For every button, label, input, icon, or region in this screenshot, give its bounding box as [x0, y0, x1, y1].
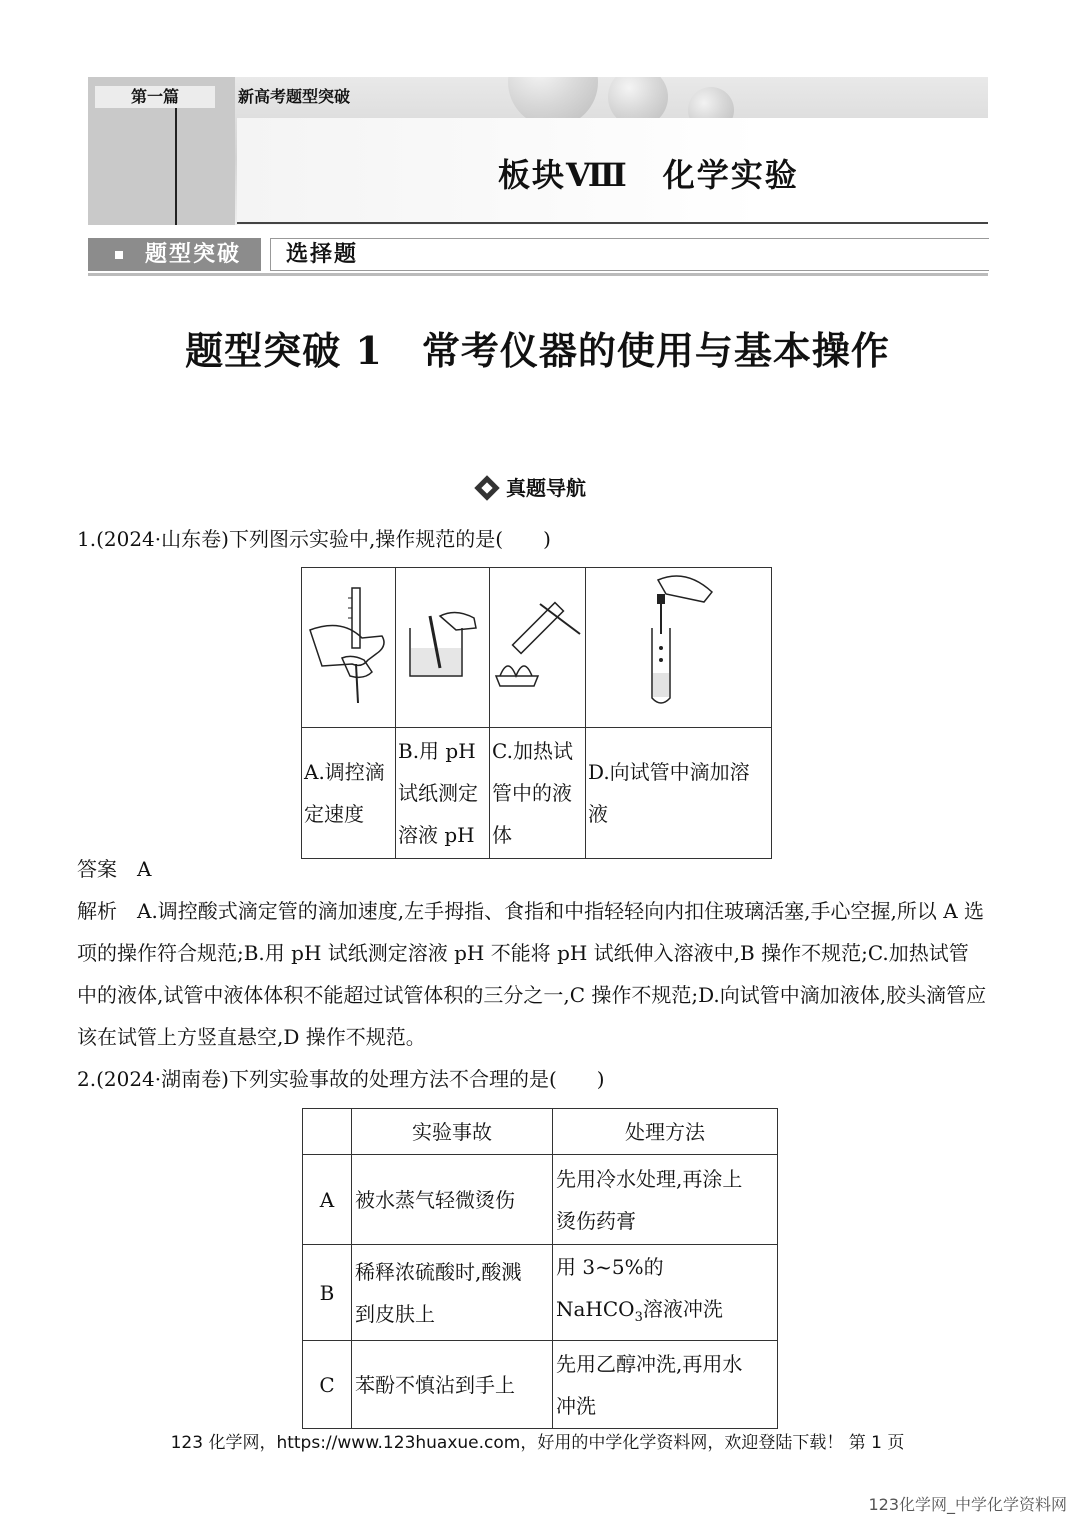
section-type-label: 选择题	[286, 242, 359, 267]
accident-cell: 稀释浓硫酸时,酸溅 到皮肤上	[352, 1245, 553, 1341]
burette-hand-icon	[302, 568, 395, 722]
banner-divider	[175, 108, 177, 225]
ph-paper-figure	[396, 568, 490, 728]
section-rule	[88, 273, 988, 276]
table-row	[303, 1341, 778, 1429]
option-a-caption: A.调控滴 定速度	[302, 728, 396, 859]
row-key: C	[303, 1341, 352, 1429]
section-strip-right	[270, 238, 989, 271]
block-title: 板块Ⅷ 化学实验	[498, 156, 799, 194]
question-1-answer: 答案 A	[77, 857, 152, 881]
section-label: 题型突破	[145, 242, 242, 267]
row-key: B	[303, 1245, 352, 1341]
table-header-cell: 实验事故	[352, 1109, 553, 1155]
beaker-ph-icon	[396, 568, 489, 722]
question-1-figure-table	[301, 567, 772, 859]
accident-cell: 被水蒸气轻微烫伤	[352, 1155, 553, 1245]
table-header-cell	[303, 1109, 352, 1155]
dropper-tube-icon	[586, 568, 771, 722]
option-b-caption: B.用 pH 试纸测定 溶液 pH	[396, 728, 490, 859]
question-2-table	[302, 1108, 778, 1429]
part-label: 第一篇	[95, 86, 215, 108]
watermark: 123化学网_中学化学资料网	[868, 1495, 1067, 1514]
row-key: A	[303, 1155, 352, 1245]
question-2-stem: 2.(2024·湖南卷)下列实验事故的处理方法不合理的是( )	[77, 1067, 605, 1091]
method-cell: 先用乙醇冲洗,再用水 冲洗	[553, 1341, 778, 1429]
method-cell: 先用冷水处理,再涂上 烫伤药膏	[553, 1155, 778, 1245]
nav-heading-label: 真题导航	[506, 476, 586, 500]
dropper-figure	[586, 568, 772, 728]
square-bullet-icon	[115, 251, 123, 259]
banner-bottom-rule	[237, 222, 988, 224]
option-c-caption: C.加热试 管中的液 体	[490, 728, 586, 859]
table-header-row	[303, 1109, 778, 1155]
nav-heading	[478, 474, 586, 502]
part-subtitle: 新高考题型突破	[238, 87, 351, 106]
table-row	[303, 1245, 778, 1341]
page-title: 题型突破 1 常考仪器的使用与基本操作	[185, 328, 890, 373]
heating-tube-figure	[490, 568, 586, 728]
burette-figure	[302, 568, 396, 728]
accident-cell: 苯酚不慎沾到手上	[352, 1341, 553, 1429]
heating-tube-icon	[490, 568, 585, 722]
table-header-cell: 处理方法	[553, 1109, 778, 1155]
method-cell: 用 3~5%的 NaHCO$_3$溶液冲洗	[553, 1245, 778, 1341]
question-1-stem: 1.(2024·山东卷)下列图示实验中,操作规范的是( )	[77, 527, 551, 551]
question-1-explanation: 解析 A.调控酸式滴定管的滴加速度,左手拇指、食指和中指轻轻向内扣住玻璃活塞,手心空握,所以 A 选项的操作符合规范;B.用 pH 试纸测定溶液 pH 不能将 pH 试纸伸入溶液中,B 操作不规范;C.加热试管中的液体,试管中液体体积不能超过试管体积的三分之一,C 操作不规范;D.向试管中滴加液体,胶头滴管应该在试管上方竖直悬空,D 操作不规范。	[77, 899, 987, 1049]
diamond-icon	[474, 475, 499, 500]
page-footer: 123 化学网，https://www.123huaxue.com，好用的中学化学资料网，欢迎登陆下载！ 第 1 页	[170, 1433, 905, 1453]
table-row	[303, 1155, 778, 1245]
option-d-caption: D.向试管中滴加溶 液	[586, 728, 772, 859]
